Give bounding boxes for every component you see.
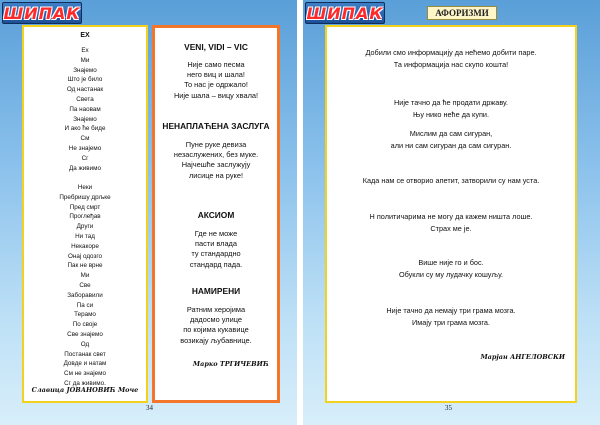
aphorism-item	[327, 128, 575, 152]
aphorism-line: ту стандардно	[191, 249, 241, 259]
aphorism-line: по којима кукавице	[183, 325, 249, 335]
aphorism-line: Није тачно да немају три грама мозга.	[386, 306, 516, 315]
aphorism-item	[327, 175, 575, 187]
poem-line: Све знајемо	[67, 330, 103, 338]
poem-line: Ми	[80, 272, 90, 280]
poem-line: Пак не врне	[67, 262, 103, 270]
poem-line: Ни тад	[75, 232, 95, 240]
aphorism-item	[327, 97, 575, 121]
aphorism-line: возикају љубавнице.	[180, 335, 252, 345]
aphorism-line: него виц и шала!	[187, 70, 245, 80]
poem-line: Некакоре	[71, 242, 99, 250]
aphorism-line: Није само песма	[187, 60, 245, 69]
aphorism-block	[155, 42, 277, 101]
aphorism-signature: Марко ТРГИЧЕВИЋ	[192, 360, 269, 368]
page-number: 34	[146, 404, 153, 412]
poem-line: И ако ће биде	[64, 125, 106, 133]
poem-line: Пред смрт	[69, 203, 101, 211]
aphorism-line: стандард пада.	[189, 259, 243, 269]
poem-line: Не знајемо	[68, 144, 102, 152]
magazine-logo	[2, 2, 82, 24]
aphorism-item	[327, 211, 575, 235]
aphorism-heading: VENI, VIDI – VIC	[184, 42, 248, 52]
poem-line: По своје	[72, 321, 98, 329]
poem-line: Неки	[77, 183, 93, 191]
poem-line: Па наовам	[69, 105, 101, 113]
poem-line: Постанак свет	[64, 350, 106, 358]
aphorism-line: лисице на руке!	[188, 170, 244, 180]
poem-line: Што је било	[67, 76, 103, 84]
poem-line: Ех	[81, 47, 89, 54]
aphorism-block	[155, 210, 277, 270]
poem-line: Заборавили	[67, 291, 103, 299]
aphorism-line: Њу нико неће да купи.	[412, 110, 490, 119]
aphorism-line: незаслужених, без муке.	[173, 150, 259, 160]
poem-line: Други	[76, 223, 94, 231]
aphorism-line: Страх ме је.	[430, 224, 472, 233]
aphorism-heading: НАМИРЕНИ	[191, 286, 241, 296]
poem-line: Онај одозго	[67, 252, 103, 260]
poem-line: Па си	[76, 301, 94, 309]
aphorism-line: али ни сам сигуран да сам сигуран.	[390, 141, 512, 150]
poem-line: Света	[76, 95, 94, 103]
right-page	[303, 0, 600, 425]
aphorism-line: Та информација нас скупо кошта!	[393, 60, 509, 69]
aphorism-line: Више није го и бос.	[418, 258, 484, 267]
aphorism-column	[325, 25, 577, 403]
aphorism-line: Ратним херојима	[186, 305, 246, 314]
aphorism-line: То нас је одржало!	[184, 80, 248, 90]
aphorism-line: Када нам се отворио апетит, затворили су нам уста.	[362, 176, 540, 185]
aphorism-block	[155, 286, 277, 346]
section-title: АФОРИЗМИ	[427, 6, 497, 20]
poem-line: Довде и натам	[63, 360, 107, 368]
aphorism-line: Имају три грама мозга.	[412, 318, 490, 327]
aphorism-heading: АКСИОМ	[197, 210, 235, 220]
poem-line: Ми	[80, 56, 90, 64]
aphorism-column	[152, 25, 280, 403]
poem-line: Од	[80, 340, 90, 348]
aphorism-item	[327, 257, 575, 281]
aphorism-item	[327, 305, 575, 329]
poem-title: ЕХ	[80, 32, 90, 39]
logo-text: ШИПАК	[306, 3, 384, 23]
aphorism-line: дадосмо улице	[189, 315, 243, 325]
aphorism-line: Мислим да сам сигуран,	[409, 129, 493, 138]
aphorism-line: Најчешће заслужују	[181, 160, 251, 170]
aphorism-block	[155, 121, 277, 181]
stanza-gap	[24, 173, 146, 183]
aphorism-item	[327, 47, 575, 71]
poem-body	[24, 46, 146, 389]
poem-line: Све	[79, 281, 91, 289]
poem-line: Терамо	[74, 311, 96, 319]
magazine-logo	[305, 2, 385, 24]
aphorism-line: пасти влада	[195, 239, 237, 249]
aphorism-signature: Марјан АНГЕЛОВСКИ	[480, 353, 565, 361]
aphorism-line: Није тачно да ће продати државу.	[393, 98, 509, 107]
aphorism-line: Обукли су му лудачку кошуљу.	[398, 270, 504, 279]
poem-signature: Славица ЈОВАНОВИЋ Моче	[31, 386, 139, 394]
left-page	[0, 0, 297, 425]
page-number: 35	[445, 404, 452, 412]
poem-line: Пребришу дрљке	[59, 193, 111, 201]
poem-line: Сг да живимо.	[64, 379, 106, 387]
aphorism-line: Није шала – вицу хвала!	[173, 90, 259, 100]
poem-line: Знајемо	[73, 115, 97, 123]
aphorism-line: Пуне руке девиза	[185, 140, 247, 149]
poem-line: См не знајемо	[64, 370, 106, 378]
poem-line: Од настанак	[66, 86, 104, 94]
aphorism-line: Н политичарима не могу да кажем ништа лоше.	[369, 212, 533, 221]
poem-line: Да живимо	[69, 164, 101, 172]
poem-line: Проглеђав	[69, 213, 101, 221]
aphorism-line: Добили смо информацију да нећемо добити паре.	[365, 48, 537, 57]
aphorism-heading: НЕНАПЛАЋЕНА ЗАСЛУГА	[162, 121, 270, 131]
poem-line: См	[80, 135, 90, 143]
poem-column	[22, 25, 148, 403]
logo-text: ШИПАК	[3, 3, 81, 23]
poem-line: Знајемо	[73, 66, 97, 74]
aphorism-line: Где не може	[194, 229, 238, 238]
poem-line: Сг	[81, 154, 89, 162]
